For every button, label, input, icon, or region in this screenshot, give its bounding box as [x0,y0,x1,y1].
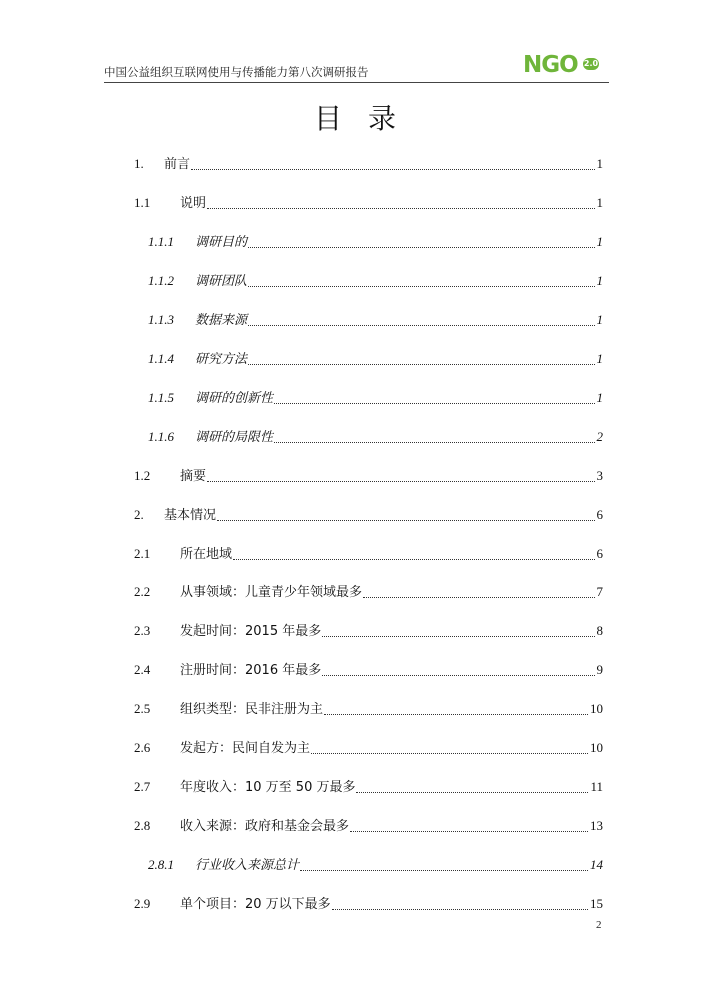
toc-entry-label: 单个项目：20 万以下最多 [180,897,331,913]
toc-entry[interactable] [148,232,603,252]
toc-entry-label: 调研团队 [195,273,248,289]
toc-entry[interactable] [134,894,603,914]
toc-entry-number: 2.5 [134,701,151,717]
toc-leader-dots [274,402,594,404]
toc-leader-dots [332,908,588,910]
toc-entry-label: 注册时间：2016 年最多 [180,663,322,679]
toc-entry-label: 调研的局限性 [195,429,274,445]
toc-entry-number: 2.8 [134,818,151,834]
toc-entry[interactable] [148,855,603,875]
toc-entry-label: 行业收入来源总计 [195,858,300,874]
toc-leader-dots [191,168,594,170]
toc-entry-page: 6 [596,545,603,561]
toc-leader-dots [324,713,588,715]
toc-entry-label: 年度收入：10 万至 50 万最多 [180,780,356,796]
toc-entry-page: 1 [596,389,603,405]
toc-entry-number: 2. [134,506,144,522]
toc-entry[interactable] [134,582,603,602]
toc-entry[interactable] [134,466,603,486]
toc-entry-page: 1 [596,311,603,327]
ngo-logo [523,52,603,80]
toc-entry-label: 数据来源 [195,312,248,328]
toc-entry[interactable] [134,544,603,564]
toc-entry-label: 调研的创新性 [195,390,274,406]
toc-entry[interactable] [134,154,603,174]
toc-entry-page: 10 [590,701,603,717]
toc-entry-label: 发起时间：2015 年最多 [180,624,322,640]
toc-entry[interactable] [134,816,603,836]
toc-entry[interactable] [148,310,603,330]
toc-entry[interactable] [134,505,603,525]
toc-leader-dots [322,635,594,637]
page-number: 2 [596,919,602,931]
toc-entry-number: 2.9 [134,896,151,912]
toc-entry-number: 2.7 [134,779,151,795]
toc-leader-dots [207,207,594,209]
toc-entry[interactable] [148,427,603,447]
toc-entry[interactable] [134,777,603,797]
toc-leader-dots [350,830,588,832]
toc-leader-dots [363,596,594,598]
toc-entry-number: 2.1 [134,545,151,561]
toc-entry-page: 1 [596,350,603,366]
toc-entry-label: 摘要 [180,468,207,484]
toc-leader-dots [322,674,594,676]
toc-entry-number: 1.1.6 [148,428,174,444]
toc-entry-page: 3 [596,467,603,483]
toc-entry-page: 15 [590,896,603,912]
toc-entry-number: 1.1.1 [148,233,174,249]
toc-entry-number: 1.2 [134,467,151,483]
toc-entry-number: 2.3 [134,623,151,639]
report-title: 中国公益组织互联网使用与传播能力第八次调研报告 [104,65,369,79]
toc-entry-label: 研究方法 [195,351,248,367]
toc-entry-number: 2.8.1 [148,857,174,873]
toc-entry-page: 10 [590,740,603,756]
toc-entry-page: 7 [596,584,603,600]
toc-entry-label: 收入来源：政府和基金会最多 [180,819,350,835]
toc-entry-number: 2.4 [134,662,151,678]
toc-entry-label: 说明 [180,195,207,211]
toc-entry-number: 1. [134,156,144,171]
toc-entry[interactable] [134,660,603,680]
toc-entry-number: 1.1.5 [148,389,174,405]
toc-leader-dots [248,363,594,365]
toc-entry-label: 从事领域：儿童青少年领域最多 [180,585,363,601]
toc-entry-page: 2 [596,428,603,444]
toc-entry-number: 1.1.2 [148,272,174,288]
toc-leader-dots [207,480,594,482]
toc-entry-page: 1 [596,233,603,249]
toc-entry[interactable] [134,193,603,213]
logo-badge: 2.0 [583,59,599,68]
toc-entry-page: 6 [596,506,603,522]
toc-entry-number: 2.2 [134,584,151,600]
toc-leader-dots [233,558,594,560]
toc-entry[interactable] [134,699,603,719]
toc-leader-dots [248,246,594,248]
toc-entry-label: 调研目的 [195,234,248,250]
toc-entry-page: 1 [596,272,603,288]
toc-entry[interactable] [134,738,603,758]
toc-entry[interactable] [148,349,603,369]
toc-entry-label: 前言 [164,157,191,172]
toc-entry-label: 组织类型：民非注册为主 [180,702,324,718]
toc-entry[interactable] [134,621,603,641]
toc-leader-dots [300,869,588,871]
toc-leader-dots [311,752,588,754]
toc-entry-number: 1.1.3 [148,311,174,327]
toc-title: 目录 [313,102,422,135]
toc-entry[interactable] [148,271,603,291]
page-header [104,50,609,83]
toc-leader-dots [217,519,594,521]
toc-leader-dots [274,441,594,443]
toc-entry-number: 1.1 [134,194,151,210]
toc-entry-page: 1 [596,194,603,210]
toc-entry[interactable] [148,388,603,408]
toc-entry-number: 2.6 [134,740,151,756]
toc-entry-page: 9 [596,662,603,678]
toc-entry-label: 所在地域 [180,546,233,562]
logo-text: NGO [523,52,578,78]
toc-entry-label: 发起方：民间自发为主 [180,741,311,757]
toc-entry-page: 1 [596,156,603,171]
toc-entry-page: 14 [590,857,603,873]
toc-entry-label: 基本情况 [164,507,217,523]
toc-entry-number: 1.1.4 [148,350,174,366]
toc-leader-dots [248,285,594,287]
toc-leader-dots [356,791,588,793]
toc-entry-page: 11 [590,779,603,795]
toc-entry-page: 13 [590,818,603,834]
toc-entry-page: 8 [596,623,603,639]
toc-leader-dots [248,324,594,326]
